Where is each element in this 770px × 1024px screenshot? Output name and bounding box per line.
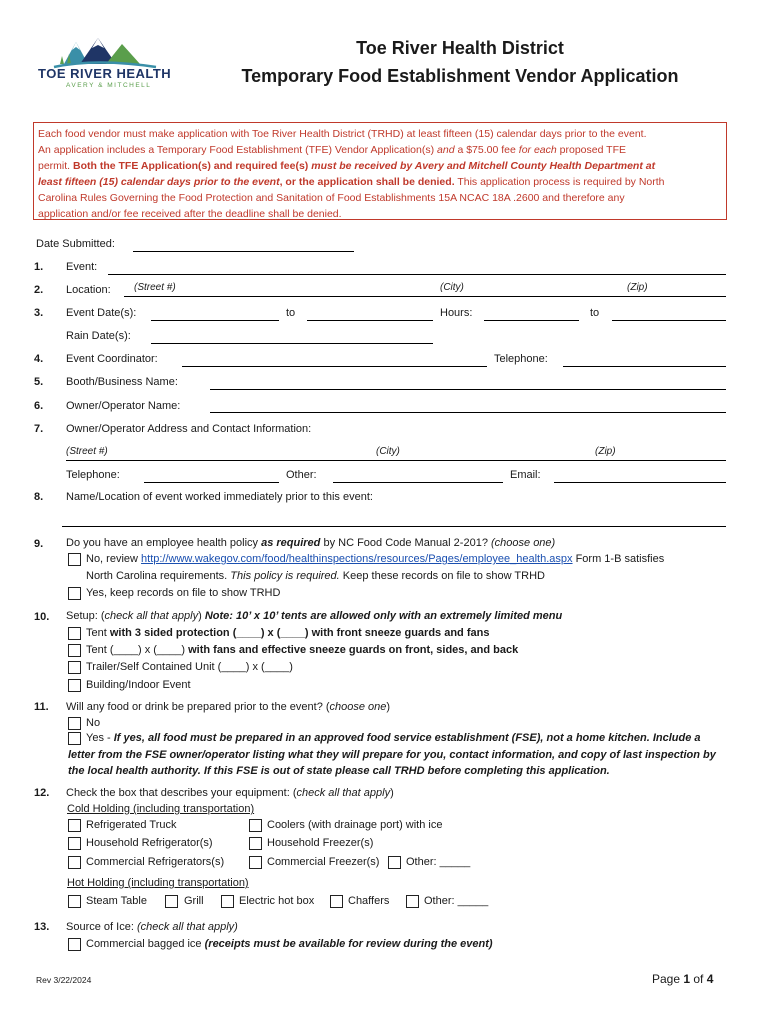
event-date-start-field[interactable] — [151, 320, 279, 321]
cold-other-checkbox[interactable] — [388, 856, 401, 869]
owner-telephone-label: Telephone: — [66, 469, 120, 481]
booth-business-name-field[interactable] — [210, 389, 726, 390]
q12-number: 12. — [34, 787, 50, 799]
event-date-to-label: to — [286, 307, 296, 319]
owner-other-field[interactable] — [333, 482, 503, 483]
q9-no-option-cont: North Carolina requirements. This policy is required. Keep these records on file to show TRHD — [86, 570, 545, 582]
notice-line-5: Carolina Rules Governing the Food Protection and Sanitation of Food Establishments 15A NCAC 18A .2600 and therefore any — [38, 192, 625, 204]
refrigerated-truck-checkbox[interactable] — [68, 819, 81, 832]
setup-tent-full-checkbox[interactable] — [68, 644, 81, 657]
rain-date-label: Rain Date(s): — [66, 330, 131, 342]
setup-tent-full-label: Tent (____) x (____) with fans and effective sneeze guards on front, sides, and back — [86, 644, 519, 656]
page-title-line1: Toe River Health District — [356, 38, 564, 58]
owner-zip-hint: (Zip) — [595, 446, 616, 457]
coordinator-telephone-label: Telephone: — [494, 353, 548, 365]
q9-no-option: No, review http://www.wakegov.com/food/healthinspections/resources/Pages/employee_health.aspx Form 1-B satisfies — [86, 553, 665, 565]
q8-label: Name/Location of event worked immediately prior to this event: — [66, 491, 373, 503]
logo-name: TOE RIVER HEALTH — [38, 66, 172, 81]
commercial-refrigerator-label: Commercial Refrigerators(s) — [86, 856, 225, 868]
employee-health-link[interactable]: http://www.wakegov.com/food/healthinspections/resources/Pages/employee_health.aspx — [141, 553, 573, 565]
chaffers-checkbox[interactable] — [330, 895, 343, 908]
coordinator-telephone-field[interactable] — [563, 366, 726, 367]
cold-holding-heading: Cold Holding (including transportation) — [67, 803, 255, 815]
chaffers-label: Chaffers — [348, 895, 390, 907]
owner-address-field[interactable] — [66, 460, 726, 461]
q2-number: 2. — [34, 284, 44, 296]
q9-yes-checkbox[interactable] — [68, 587, 81, 600]
logo-subtitle: AVERY & MITCHELL — [66, 82, 152, 89]
owner-email-label: Email: — [510, 469, 541, 481]
grill-checkbox[interactable] — [165, 895, 178, 908]
q10-question: Setup: (check all that apply) Note: 10’ x 10’ tents are allowed only with an extremely limited menu — [66, 610, 563, 622]
electric-hot-box-label: Electric hot box — [239, 895, 315, 907]
electric-hot-box-checkbox[interactable] — [221, 895, 234, 908]
setup-trailer-label: Trailer/Self Contained Unit (____) x (____) — [86, 661, 293, 673]
q12-question: Check the box that describes your equipment: (check all that apply) — [66, 787, 394, 799]
hot-holding-heading: Hot Holding (including transportation) — [67, 877, 249, 889]
household-freezer-checkbox[interactable] — [249, 837, 262, 850]
household-refrigerator-checkbox[interactable] — [68, 837, 81, 850]
location-city-hint: (City) — [440, 282, 464, 293]
household-refrigerator-label: Household Refrigerator(s) — [86, 837, 213, 849]
setup-tent-3-sided-label: Tent with 3 sided protection (____) x (____) with front sneeze guards and fans — [86, 627, 490, 639]
mountain-logo-icon — [36, 34, 176, 70]
hours-end-field[interactable] — [612, 320, 726, 321]
owner-telephone-field[interactable] — [144, 482, 279, 483]
q6-label: Owner/Operator Name: — [66, 400, 181, 412]
q11-yes-cont-1: letter from the FSE owner/operator listing what they will prepare for you, contact information, and copy of last inspection by — [68, 749, 716, 761]
q3-label: Event Date(s): — [66, 307, 137, 319]
event-coordinator-field[interactable] — [182, 366, 487, 367]
q11-yes-cont-2: the local health authority. If this FSE is out of state please call TRHD before completing this application. — [68, 765, 610, 777]
cold-other-label: Other: _____ — [406, 856, 471, 868]
setup-building-label: Building/Indoor Event — [86, 679, 191, 691]
owner-other-label: Other: — [286, 469, 317, 481]
revision-date: Rev 3/22/2024 — [36, 975, 92, 985]
coolers-label: Coolers (with drainage port) with ice — [267, 819, 443, 831]
owner-city-hint: (City) — [376, 446, 400, 457]
q11-no-option: No — [86, 717, 101, 729]
commercial-freezer-checkbox[interactable] — [249, 856, 262, 869]
hot-other-checkbox[interactable] — [406, 895, 419, 908]
setup-building-checkbox[interactable] — [68, 679, 81, 692]
prior-event-field[interactable] — [62, 526, 726, 527]
grill-label: Grill — [184, 895, 204, 907]
location-field[interactable] — [124, 296, 726, 297]
rain-date-field[interactable] — [151, 343, 433, 344]
q9-no-checkbox[interactable] — [68, 553, 81, 566]
q6-number: 6. — [34, 400, 44, 412]
event-date-end-field[interactable] — [307, 320, 433, 321]
q11-yes-option: Yes - If yes, all food must be prepared in an approved food service establishment (FSE), not a home kitchen. Include a — [86, 732, 701, 744]
q4-number: 4. — [34, 353, 44, 365]
q8-number: 8. — [34, 491, 44, 503]
owner-email-field[interactable] — [554, 482, 726, 483]
coolers-checkbox[interactable] — [249, 819, 262, 832]
q7-label: Owner/Operator Address and Contact Information: — [66, 423, 312, 435]
commercial-refrigerator-checkbox[interactable] — [68, 856, 81, 869]
q11-yes-checkbox[interactable] — [68, 732, 81, 745]
q5-label: Booth/Business Name: — [66, 376, 178, 388]
q1-number: 1. — [34, 261, 44, 273]
notice-line-2: An application includes a Temporary Food Establishment (TFE) Vendor Application(s) and a $75.00 fee for each proposed TFE — [38, 144, 626, 156]
location-zip-hint: (Zip) — [627, 282, 648, 293]
location-street-hint: (Street #) — [134, 282, 176, 293]
steam-table-label: Steam Table — [86, 895, 147, 907]
setup-tent-3-sided-checkbox[interactable] — [68, 627, 81, 640]
hours-label: Hours: — [440, 307, 473, 319]
notice-line-3: permit. Both the TFE Application(s) and required fee(s) must be received by Avery and Mitchell County Health Department at — [38, 160, 656, 172]
page-title-line2: Temporary Food Establishment Vendor Application — [241, 66, 679, 86]
household-freezer-label: Household Freezer(s) — [267, 837, 374, 849]
q13-question: Source of Ice: (check all that apply) — [66, 921, 238, 933]
q9-question: Do you have an employee health policy as required by NC Food Code Manual 2-201? (choose one) — [66, 537, 556, 549]
event-field[interactable] — [108, 274, 726, 275]
q3-number: 3. — [34, 307, 44, 319]
q11-number: 11. — [34, 701, 49, 713]
setup-trailer-checkbox[interactable] — [68, 661, 81, 674]
steam-table-checkbox[interactable] — [68, 895, 81, 908]
q7-number: 7. — [34, 423, 44, 435]
refrigerated-truck-label: Refrigerated Truck — [86, 819, 177, 831]
hours-to-label: to — [590, 307, 600, 319]
q11-no-checkbox[interactable] — [68, 717, 81, 730]
date-submitted-field[interactable] — [133, 251, 354, 252]
commercial-bagged-ice-label: Commercial bagged ice (receipts must be available for review during the event) — [86, 938, 493, 950]
q4-label: Event Coordinator: — [66, 353, 158, 365]
q9-number: 9. — [34, 538, 44, 550]
hot-other-label: Other: _____ — [424, 895, 489, 907]
q11-question: Will any food or drink be prepared prior to the event? (choose one) — [66, 701, 391, 713]
commercial-freezer-label: Commercial Freezer(s) — [267, 856, 380, 868]
hours-start-field[interactable] — [484, 320, 579, 321]
date-submitted-label: Date Submitted: — [36, 238, 115, 250]
notice-line-1: Each food vendor must make application with Toe River Health District (TRHD) at least fifteen (15) calendar days prior to the event. — [38, 128, 647, 140]
q1-label: Event: — [66, 261, 98, 273]
logo — [36, 34, 176, 96]
q10-number: 10. — [34, 611, 50, 623]
commercial-bagged-ice-checkbox[interactable] — [68, 938, 81, 951]
page-number: Page 1 of 4 — [652, 972, 714, 986]
owner-operator-name-field[interactable] — [210, 412, 726, 413]
notice-line-6: application and/or fee received after the deadline shall be denied. — [38, 208, 342, 220]
q5-number: 5. — [34, 376, 44, 388]
notice-box — [33, 122, 727, 220]
q2-label: Location: — [66, 284, 111, 296]
q9-yes-option: Yes, keep records on file to show TRHD — [86, 587, 281, 599]
notice-line-4: least fifteen (15) calendar days prior to the event, or the application shall be denied. This application process is required by North — [38, 176, 665, 188]
owner-street-hint: (Street #) — [66, 446, 108, 457]
q13-number: 13. — [34, 921, 50, 933]
